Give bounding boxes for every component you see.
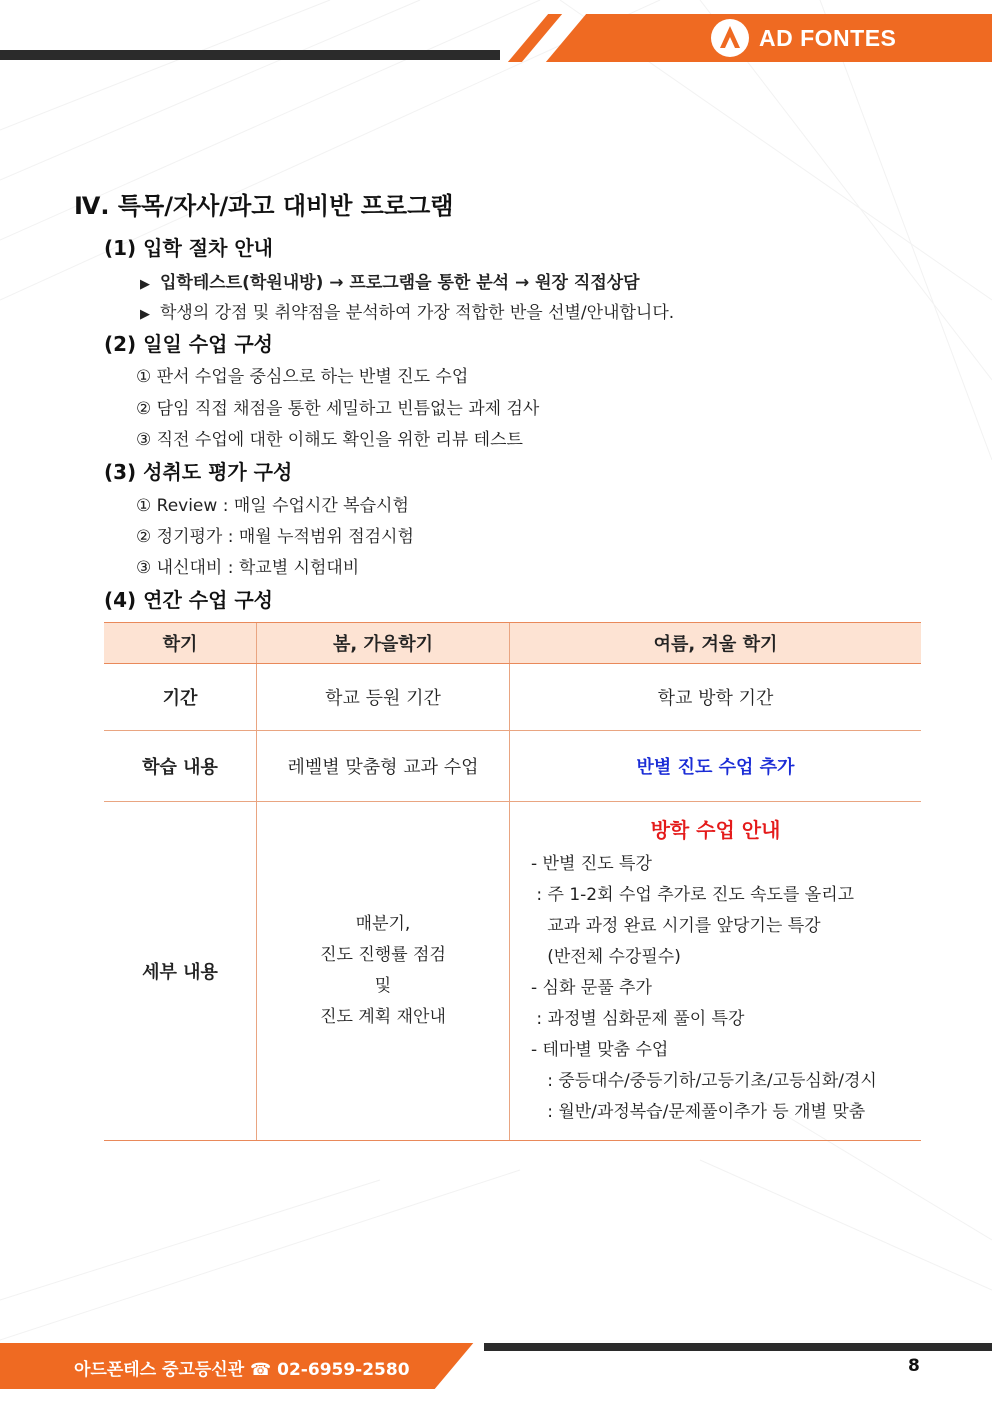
evaluation-item-1: ① Review : 매일 수업시간 복습시험 xyxy=(136,496,409,516)
play-arrow-icon: ▶ xyxy=(140,277,150,292)
vacation-guide-line: - 심화 문풀 추가 xyxy=(531,978,652,998)
header-summer-winter: 여름, 겨울 학기 xyxy=(510,623,922,664)
cell-content-vacation: 반별 진도 수업 추가 xyxy=(510,731,922,802)
daily-item-3: ③ 직전 수업에 대한 이해도 확인을 위한 리뷰 테스트 xyxy=(136,430,523,450)
row-label-period: 기간 xyxy=(104,664,257,731)
section-heading-daily-class: (2) 일일 수업 구성 xyxy=(104,332,274,356)
header-dark-bar xyxy=(0,50,500,60)
table-row xyxy=(104,802,921,1141)
cell-period-regular: 학교 등원 기간 xyxy=(257,664,510,731)
detail-regular-line: 진도 진행률 점검 xyxy=(320,945,446,965)
admission-step-line xyxy=(140,268,640,293)
page-number: 8 xyxy=(908,1356,920,1376)
table-row xyxy=(104,731,921,802)
table-header-row xyxy=(104,623,921,664)
header-term: 학기 xyxy=(104,623,257,664)
daily-item-1: ① 판서 수업을 중심으로 하는 반별 진도 수업 xyxy=(136,367,469,387)
detail-regular-lines xyxy=(258,909,508,1033)
row-label-detail: 세부 내용 xyxy=(104,802,257,1141)
vacation-guide-line: (반전체 수강필수) xyxy=(531,947,681,967)
logo-text: AD FONTES xyxy=(759,24,897,51)
detail-regular-line: 매분기, xyxy=(355,914,411,934)
cell-detail-vacation xyxy=(510,802,922,1141)
header-spring-fall: 봄, 가을학기 xyxy=(257,623,510,664)
section-heading-annual: (4) 연간 수업 구성 xyxy=(104,588,274,612)
detail-regular-line: 진도 계획 재안내 xyxy=(320,1007,446,1027)
vacation-guide-line: 교과 과정 완료 시기를 앞당기는 특강 xyxy=(531,916,821,936)
cell-detail-regular xyxy=(257,802,510,1141)
section-heading-evaluation: (3) 성취도 평가 구성 xyxy=(104,460,293,484)
annual-schedule-table xyxy=(104,622,921,1141)
admission-steps-text: 입학테스트(학원내방) → 프로그램을 통한 분석 → 원장 직접상담 xyxy=(160,273,640,293)
brand-logo xyxy=(711,18,896,58)
section-heading-admission: (1) 입학 절차 안내 xyxy=(104,236,274,260)
vacation-guide-line: : 중등대수/중등기하/고등기초/고등심화/경시 xyxy=(531,1071,877,1091)
cell-period-vacation: 학교 방학 기간 xyxy=(510,664,922,731)
evaluation-item-3: ③ 내신대비 : 학교별 시험대비 xyxy=(136,558,360,578)
daily-item-2: ② 담임 직접 채점을 통한 세밀하고 빈틈없는 과제 검사 xyxy=(136,399,540,419)
cell-content-regular: 레벨별 맞춤형 교과 수업 xyxy=(257,731,510,802)
vacation-guide-line: - 테마별 맞춤 수업 xyxy=(531,1040,669,1060)
vacation-guide-line: : 과정별 심화문제 풀이 특강 xyxy=(531,1009,745,1029)
admission-note-text: 학생의 강점 및 취약점을 분석하여 가장 적합한 반을 선별/안내합니다. xyxy=(160,303,675,323)
footer-contact: 아드폰테스 중고등신관 ☎ 02-6959-2580 xyxy=(74,1360,410,1380)
vacation-guide-line: : 월반/과정복습/문제풀이추가 등 개별 맞춤 xyxy=(531,1102,866,1122)
logo-a-icon xyxy=(711,19,749,57)
detail-regular-line: 및 xyxy=(374,976,392,996)
evaluation-item-2: ② 정기평가 : 매월 누적범위 점검시험 xyxy=(136,527,414,547)
play-arrow-icon: ▶ xyxy=(140,307,150,322)
vacation-guide-line: - 반별 진도 특강 xyxy=(531,854,652,874)
vacation-guide-list xyxy=(511,849,920,1128)
page-title: Ⅳ. 특목/자사/과고 대비반 프로그램 xyxy=(74,192,454,220)
vacation-guide-line: : 주 1-2회 수업 추가로 진도 속도를 올리고 xyxy=(531,885,855,905)
vacation-guide-title: 방학 수업 안내 xyxy=(650,818,781,842)
row-label-content: 학습 내용 xyxy=(104,731,257,802)
footer-dark-bar xyxy=(484,1343,992,1351)
table-row xyxy=(104,664,921,731)
admission-note-line xyxy=(140,298,674,323)
